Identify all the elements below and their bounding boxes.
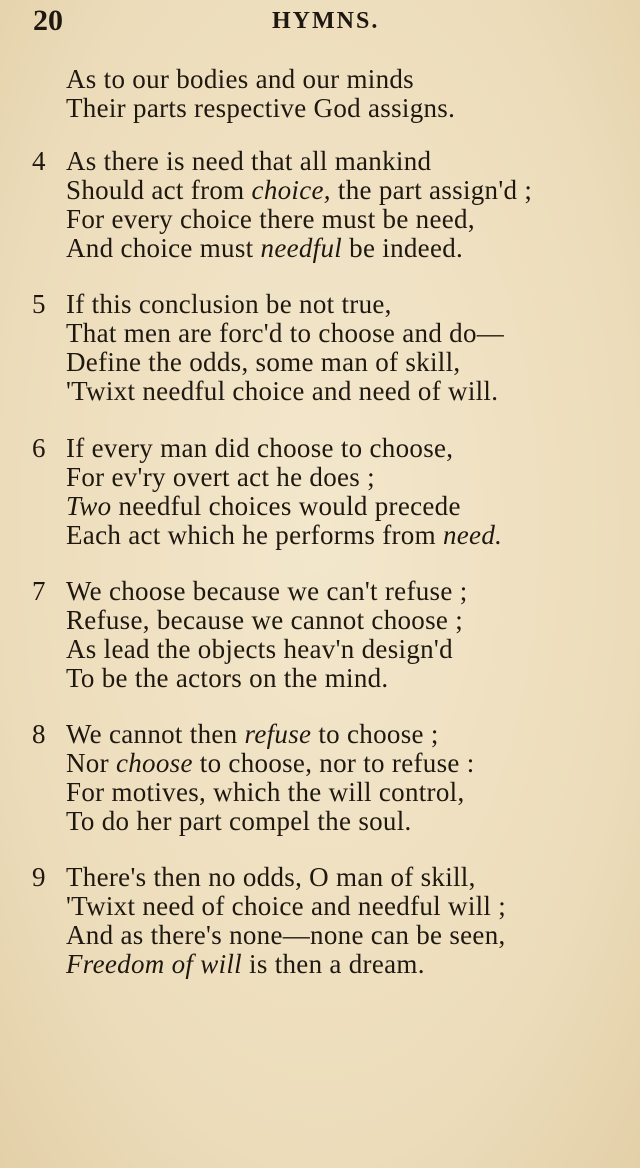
- stanza-number: 4: [32, 146, 46, 176]
- verse-line: [66, 520, 502, 550]
- verse-text: needful choices would precede: [111, 491, 461, 521]
- verse-line: [66, 891, 506, 921]
- stanza-number: 7: [32, 576, 46, 606]
- verse-line: [66, 289, 392, 319]
- stanza-number: 6: [32, 433, 46, 463]
- verse-line: [66, 719, 439, 749]
- verse-text: to choose ;: [311, 719, 439, 749]
- verse-line: [66, 462, 375, 492]
- italic-text: Freedom of will: [66, 949, 242, 979]
- verse-text: To do her part compel the soul.: [66, 806, 412, 836]
- verse-line: [66, 204, 475, 234]
- verse-line: [66, 862, 476, 892]
- verse-line: [66, 634, 453, 664]
- verse-text: For ev'ry overt act he does ;: [66, 462, 375, 492]
- italic-text: needful: [260, 233, 343, 263]
- verse-text: be indeed.: [342, 233, 464, 263]
- verse-line: [66, 806, 412, 836]
- verse-line: [66, 318, 504, 348]
- verse-text: 'Twixt need of choice and needful will ;: [66, 891, 507, 921]
- italic-text: Two: [66, 491, 112, 521]
- verse-line: [66, 777, 465, 807]
- verse-text: Nor: [66, 748, 116, 778]
- verse-line: [66, 663, 388, 693]
- verse-text: For motives, which the will control,: [66, 777, 465, 807]
- verse-text: As there is need that all mankind: [66, 146, 432, 176]
- verse-text: If this conclusion be not true,: [66, 289, 392, 319]
- verse-text: to choose, nor to refuse :: [192, 748, 475, 778]
- verse-text: There's then no odds, O man of skill,: [66, 862, 476, 892]
- verse-line: [66, 491, 461, 521]
- stanza-number: 5: [32, 289, 46, 319]
- verse-text: As lead the objects heav'n design'd: [66, 634, 453, 664]
- verse-line: [66, 233, 463, 263]
- verse-text: To be the actors on the mind.: [66, 663, 389, 693]
- verse-line: [66, 146, 431, 176]
- italic-text: choice,: [251, 175, 331, 205]
- verse-line: [66, 64, 414, 94]
- verse-text: And as there's none—none can be seen,: [66, 920, 506, 950]
- verse-text: We choose because we can't refuse ;: [66, 576, 468, 606]
- verse-text: We cannot then: [66, 719, 245, 749]
- verse-text: Refuse, because we cannot choose ;: [66, 605, 464, 635]
- verse-text: Define the odds, some man of skill,: [66, 347, 461, 377]
- verse-text: As to our bodies and our minds: [66, 64, 414, 94]
- verse-line: [66, 576, 468, 606]
- verse-line: [66, 748, 475, 778]
- verse-text: For every choice there must be need,: [66, 204, 475, 234]
- verse-line: [66, 605, 463, 635]
- verse-text: If every man did choose to choose,: [66, 433, 454, 463]
- verse-text: Their parts respective God assigns.: [66, 93, 456, 123]
- verse-line: [66, 433, 453, 463]
- stanza-number: 9: [32, 862, 46, 892]
- running-head: HYMNS.: [272, 8, 380, 34]
- verse-line: [66, 347, 460, 377]
- verse-line: [66, 376, 498, 406]
- verse-text: 'Twixt needful choice and need of will.: [66, 376, 499, 406]
- verse-text: is then a dream.: [241, 949, 425, 979]
- verse-text: That men are forc'd to choose and do—: [66, 318, 505, 348]
- stanza-number: 8: [32, 719, 46, 749]
- italic-text: refuse: [244, 719, 312, 749]
- verse-line: [66, 949, 425, 979]
- verse-line: [66, 93, 455, 123]
- verse-text: the part assign'd ;: [330, 175, 533, 205]
- page-header: [0, 2, 640, 42]
- verse-text: Should act from: [66, 175, 252, 205]
- page-number: 20: [33, 4, 63, 37]
- verse-line: [66, 175, 532, 205]
- verse-line: [66, 920, 506, 950]
- italic-text: choose: [115, 748, 193, 778]
- italic-text: need.: [442, 520, 503, 550]
- verse-text: And choice must: [66, 233, 261, 263]
- verse-text: Each act which he performs from: [66, 520, 443, 550]
